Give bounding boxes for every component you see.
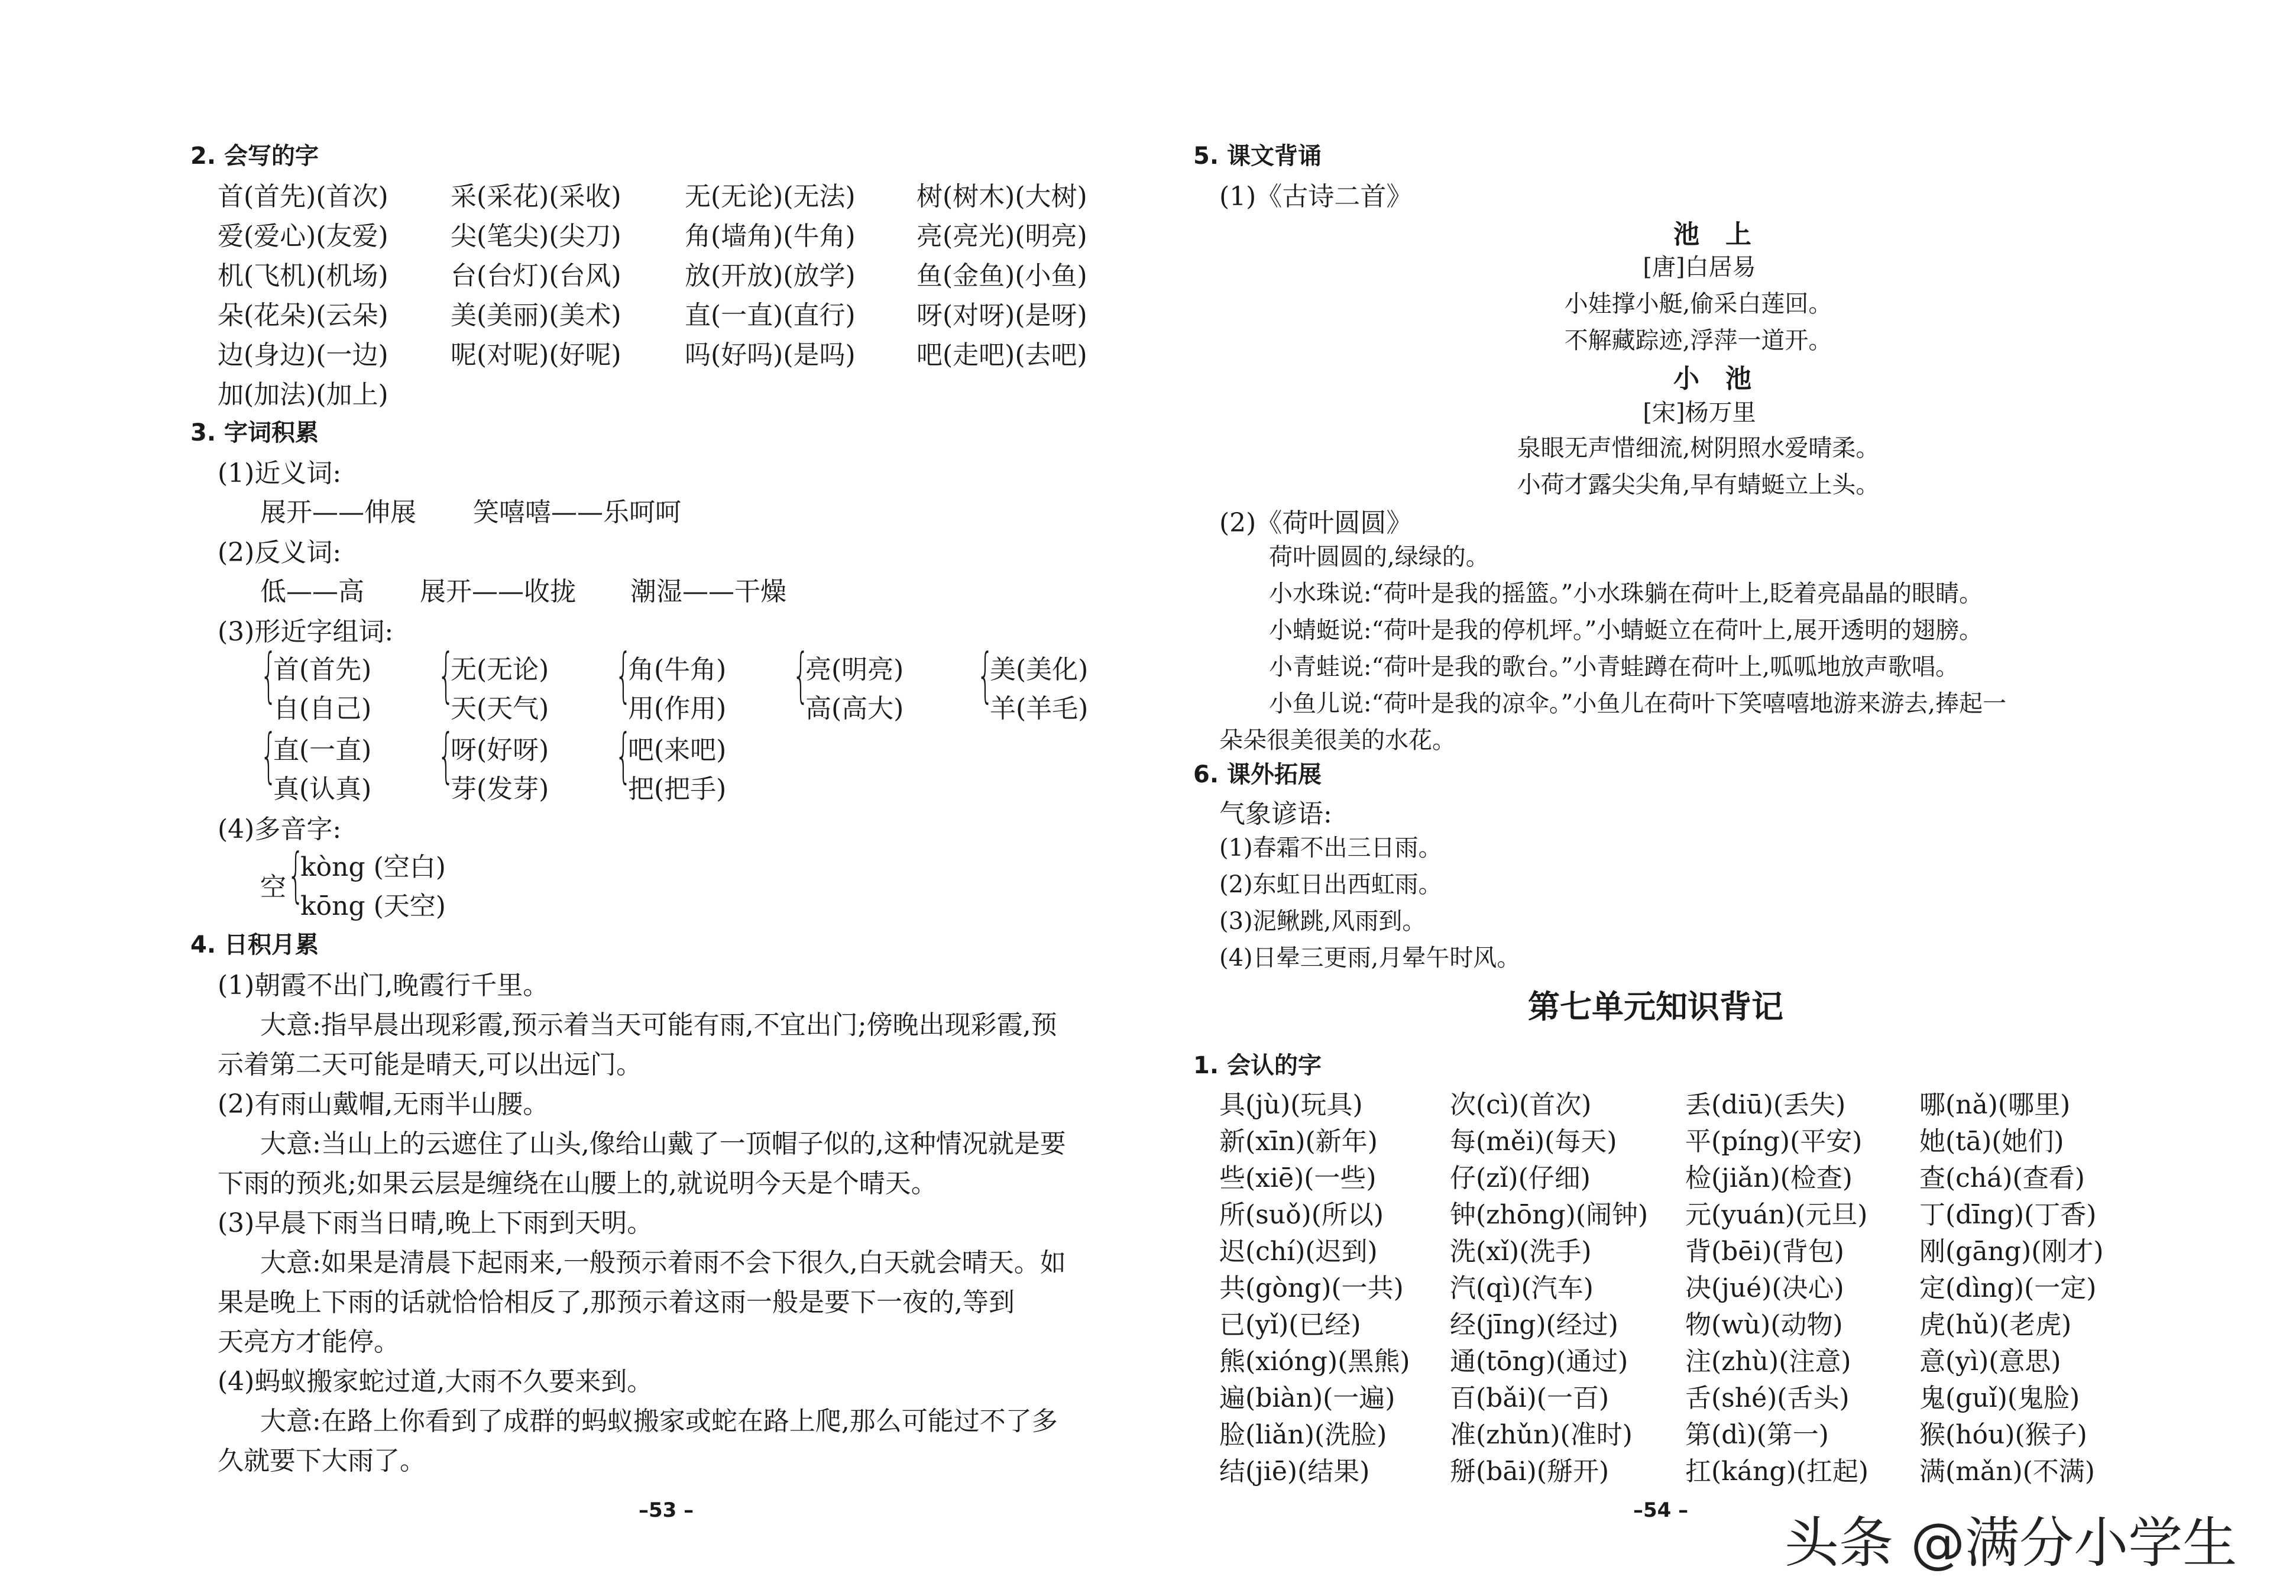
char-cell: 猴(hóu)(猴子) xyxy=(1919,1420,2087,1450)
char-cell: 刚(gāng)(刚才) xyxy=(1919,1236,2104,1267)
brace-icon: { xyxy=(977,640,994,710)
page-number: –53 – xyxy=(639,1498,694,1522)
char-cell: 掰(bāi)(掰开) xyxy=(1450,1456,1610,1487)
char-cell: 第(dì)(第一) xyxy=(1685,1420,1829,1450)
polyphone-reading: kōng (天空) xyxy=(300,891,446,921)
char-cell: 次(cì)(首次) xyxy=(1450,1090,1592,1120)
char-cell: 树(树木)(大树) xyxy=(917,182,1087,212)
char-cell: 准(zhǔn)(准时) xyxy=(1450,1420,1633,1450)
char-cell: 呀(对呀)(是呀) xyxy=(917,300,1087,331)
lotus-text-line: 小青蛙说:“荷叶是我的歌台。”小青蛙蹲在荷叶上,呱呱地放声歌唱。 xyxy=(1269,653,1960,681)
char-cell: 结(jiē)(结果) xyxy=(1219,1456,1370,1487)
section-title-recitation: 5. 课文背诵 xyxy=(1193,143,1322,170)
proverb-explanation-line: 大意:指早晨出现彩霞,预示着当天可能有雨,不宜出门;傍晚出现彩霞,预 xyxy=(260,1010,1057,1040)
proverb-explanation-line: 天亮方才能停。 xyxy=(218,1327,400,1357)
section-title-word-accumulation: 3. 字词积累 xyxy=(190,419,319,446)
char-cell: 熊(xióng)(黑熊) xyxy=(1219,1346,1410,1377)
poem-line: 不解藏踪迹,浮萍一道开。 xyxy=(1564,327,1832,354)
brace-icon: { xyxy=(615,640,632,710)
proverb-head: (4)蚂蚁搬家蛇过道,大雨不久要来到。 xyxy=(218,1367,653,1397)
char-cell: 定(dìng)(一定) xyxy=(1919,1273,2097,1303)
similar-char-item: 高(高大) xyxy=(805,694,904,724)
char-cell: 平(píng)(平安) xyxy=(1685,1126,1863,1157)
char-cell: 具(jù)(玩具) xyxy=(1219,1090,1363,1120)
similar-char-item: 无(无论) xyxy=(451,655,549,685)
char-cell: 加(加法)(加上) xyxy=(218,380,388,410)
char-cell: 丢(diū)(丢失) xyxy=(1685,1090,1846,1120)
char-cell: 她(tā)(她们) xyxy=(1919,1126,2064,1157)
lotus-text-line: 朵朵很美很美的水花。 xyxy=(1219,727,1456,754)
brace-icon: { xyxy=(438,640,455,710)
antonym-item: 潮湿——干燥 xyxy=(630,577,786,607)
similar-char-item: 真(认真) xyxy=(273,774,372,804)
proverb-head: (2)有雨山戴帽,无雨半山腰。 xyxy=(218,1089,549,1119)
char-cell: 仔(zǐ)(仔细) xyxy=(1450,1163,1591,1193)
similar-char-item: 首(首先) xyxy=(273,655,372,685)
similar-char-item: 美(美化) xyxy=(990,655,1089,685)
char-cell: 机(飞机)(机场) xyxy=(218,261,388,291)
weather-proverb: (1)春霜不出三日雨。 xyxy=(1219,834,1442,862)
char-cell: 边(身边)(一边) xyxy=(218,340,388,370)
char-cell: 尖(笔尖)(尖刀) xyxy=(451,221,621,251)
char-cell: 首(首先)(首次) xyxy=(218,182,388,212)
weather-proverb: (4)日晕三更雨,月晕午时风。 xyxy=(1219,944,1521,972)
poem-title: 小 池 xyxy=(1673,364,1751,394)
antonym-item: 展开——收拢 xyxy=(420,577,576,607)
poem-line: 泉眼无声惜细流,树阴照水爱晴柔。 xyxy=(1517,435,1880,462)
char-cell: 直(一直)(直行) xyxy=(685,300,856,331)
char-cell: 通(tōng)(通过) xyxy=(1450,1346,1628,1377)
weather-proverb: (2)东虹日出西虹雨。 xyxy=(1219,871,1442,898)
char-cell: 虎(hǔ)(老虎) xyxy=(1919,1310,2072,1340)
brace-icon: { xyxy=(260,640,277,710)
char-cell: 元(yuán)(元旦) xyxy=(1685,1200,1868,1230)
brace-icon: { xyxy=(615,721,632,790)
char-cell: 遍(biàn)(一遍) xyxy=(1219,1383,1395,1413)
polyphone-label: (4)多音字: xyxy=(218,814,342,844)
char-cell: 经(jīng)(经过) xyxy=(1450,1310,1618,1340)
char-cell: 查(chá)(查看) xyxy=(1919,1163,2085,1193)
char-cell: 丁(dīng)(丁香) xyxy=(1919,1200,2097,1230)
poem-author: [宋]杨万里 xyxy=(1643,399,1756,426)
poem-title: 池 上 xyxy=(1673,219,1751,250)
char-cell: 无(无论)(无法) xyxy=(685,182,856,212)
watermark: 头条 @满分小学生 xyxy=(1785,1511,2237,1575)
char-cell: 亮(亮光)(明亮) xyxy=(917,221,1087,251)
polyphone-reading: kòng (空白) xyxy=(300,852,446,882)
lotus-text-line: 小鱼儿说:“荷叶是我的凉伞。”小鱼儿在荷叶下笑嘻嘻地游来游去,捧起一 xyxy=(1269,690,2007,717)
section-title-writing-chars: 2. 会写的字 xyxy=(190,143,319,170)
weather-proverbs-label: 气象谚语: xyxy=(1219,799,1332,829)
proverb-explanation-line: 大意:在路上你看到了成群的蚂蚁搬家或蛇在路上爬,那么可能过不了多 xyxy=(260,1406,1058,1436)
similar-char-item: 角(牛角) xyxy=(628,655,727,685)
proverb-explanation-line: 示着第二天可能是晴天,可以出远门。 xyxy=(218,1050,642,1080)
brace-icon: { xyxy=(287,840,305,909)
unit-title: 第七单元知识背记 xyxy=(1528,988,1783,1025)
similar-char-item: 直(一直) xyxy=(273,735,372,765)
section-title-daily-accumulation: 4. 日积月累 xyxy=(190,931,319,959)
char-cell: 鬼(guǐ)(鬼脸) xyxy=(1919,1383,2080,1413)
char-cell: 洗(xǐ)(洗手) xyxy=(1450,1236,1592,1267)
antonym-item: 低——高 xyxy=(260,577,364,607)
char-cell: 百(bǎi)(一百) xyxy=(1450,1383,1610,1413)
proverb-explanation-line: 下雨的预兆;如果云层是缠绕在山腰上的,就说明今天是个晴天。 xyxy=(218,1168,937,1199)
similar-char-item: 吧(来吧) xyxy=(628,735,727,765)
char-cell: 吗(好吗)(是吗) xyxy=(685,340,856,370)
char-cell: 放(开放)(放学) xyxy=(685,261,856,291)
char-cell: 新(xīn)(新年) xyxy=(1219,1126,1378,1157)
char-cell: 台(台灯)(台风) xyxy=(451,261,621,291)
similar-char-item: 亮(明亮) xyxy=(805,655,904,685)
poem-line: 小娃撑小艇,偷采白莲回。 xyxy=(1564,290,1832,318)
poem-line: 小荷才露尖尖角,早有蜻蜓立上头。 xyxy=(1517,471,1880,498)
similar-char-item: 天(天气) xyxy=(451,694,549,724)
char-cell: 注(zhù)(注意) xyxy=(1685,1346,1851,1377)
char-cell: 美(美丽)(美术) xyxy=(451,300,621,331)
char-cell: 些(xiē)(一些) xyxy=(1219,1163,1377,1193)
section-title-recognize-chars: 1. 会认的字 xyxy=(1193,1052,1322,1079)
char-cell: 决(jué)(决心) xyxy=(1685,1273,1844,1303)
section-title-extension: 6. 课外拓展 xyxy=(1193,761,1322,788)
synonym-item: 笑嘻嘻——乐呵呵 xyxy=(473,497,681,527)
similar-char-item: 把(把手) xyxy=(628,774,727,804)
weather-proverb: (3)泥鳅跳,风雨到。 xyxy=(1219,908,1426,935)
char-cell: 每(měi)(每天) xyxy=(1450,1126,1617,1157)
char-cell: 满(mǎn)(不满) xyxy=(1919,1456,2095,1487)
recitation-sub1: (1)《古诗二首》 xyxy=(1219,182,1413,212)
lotus-text-line: 小水珠说:“荷叶是我的摇篮。”小水珠躺在荷叶上,眨着亮晶晶的眼睛。 xyxy=(1269,580,1983,607)
char-cell: 已(yǐ)(已经) xyxy=(1219,1310,1361,1340)
similar-char-item: 羊(羊毛) xyxy=(990,694,1089,724)
brace-icon: { xyxy=(792,640,809,710)
char-cell: 背(bēi)(背包) xyxy=(1685,1236,1844,1267)
char-cell: 检(jiǎn)(检查) xyxy=(1685,1163,1853,1193)
proverb-explanation-line: 大意:如果是清晨下起雨来,一般预示着雨不会下很久,白天就会晴天。如 xyxy=(260,1248,1066,1278)
similar-chars-label: (3)形近字组词: xyxy=(218,617,394,647)
synonyms-label: (1)近义词: xyxy=(218,458,342,488)
char-cell: 迟(chí)(迟到) xyxy=(1219,1236,1378,1267)
antonyms-label: (2)反义词: xyxy=(218,538,342,568)
char-cell: 共(gòng)(一共) xyxy=(1219,1273,1404,1303)
synonym-item: 展开——伸展 xyxy=(260,497,416,527)
char-cell: 朵(花朵)(云朵) xyxy=(218,300,388,331)
proverb-explanation-line: 久就要下大雨了。 xyxy=(218,1446,426,1476)
char-cell: 吧(走吧)(去吧) xyxy=(917,340,1087,370)
char-cell: 哪(nǎ)(哪里) xyxy=(1919,1090,2071,1120)
char-cell: 脸(liǎn)(洗脸) xyxy=(1219,1420,1387,1450)
proverb-explanation-line: 果是晚上下雨的话就恰恰相反了,那预示着这雨一般是要下一夜的,等到 xyxy=(218,1287,1015,1317)
char-cell: 汽(qì)(汽车) xyxy=(1450,1273,1594,1303)
char-cell: 所(suǒ)(所以) xyxy=(1219,1200,1384,1230)
char-cell: 爱(爱心)(友爱) xyxy=(218,221,388,251)
proverb-head: (3)早晨下雨当日晴,晚上下雨到天明。 xyxy=(218,1208,653,1238)
similar-char-item: 芽(发芽) xyxy=(451,774,549,804)
char-cell: 意(yì)(意思) xyxy=(1919,1346,2061,1377)
similar-char-item: 自(自己) xyxy=(273,694,372,724)
char-cell: 物(wù)(动物) xyxy=(1685,1310,1843,1340)
page-number: –54 – xyxy=(1633,1498,1689,1522)
recitation-sub2: (2)《荷叶圆圆》 xyxy=(1219,508,1413,538)
proverb-explanation-line: 大意:当山上的云遮住了山头,像给山戴了一顶帽子似的,这种情况就是要 xyxy=(260,1129,1066,1159)
proverb-head: (1)朝霞不出门,晚霞行千里。 xyxy=(218,970,549,1001)
similar-char-item: 用(作用) xyxy=(628,694,727,724)
char-cell: 扛(káng)(扛起) xyxy=(1685,1456,1869,1487)
brace-icon: { xyxy=(260,721,277,790)
poem-author: [唐]白居易 xyxy=(1643,254,1756,281)
char-cell: 鱼(金鱼)(小鱼) xyxy=(917,261,1087,291)
char-cell: 钟(zhōng)(闹钟) xyxy=(1450,1200,1649,1230)
char-cell: 采(采花)(采收) xyxy=(451,182,621,212)
brace-icon: { xyxy=(438,721,455,790)
polyphone-char: 空 xyxy=(260,872,286,902)
lotus-text-line: 小蜻蜓说:“荷叶是我的停机坪。”小蜻蜓立在荷叶上,展开透明的翅膀。 xyxy=(1269,617,1983,644)
lotus-text-line: 荷叶圆圆的,绿绿的。 xyxy=(1269,543,1489,571)
char-cell: 角(墙角)(牛角) xyxy=(685,221,856,251)
similar-char-item: 呀(好呀) xyxy=(451,735,549,765)
char-cell: 呢(对呢)(好呢) xyxy=(451,340,621,370)
char-cell: 舌(shé)(舌头) xyxy=(1685,1383,1850,1413)
